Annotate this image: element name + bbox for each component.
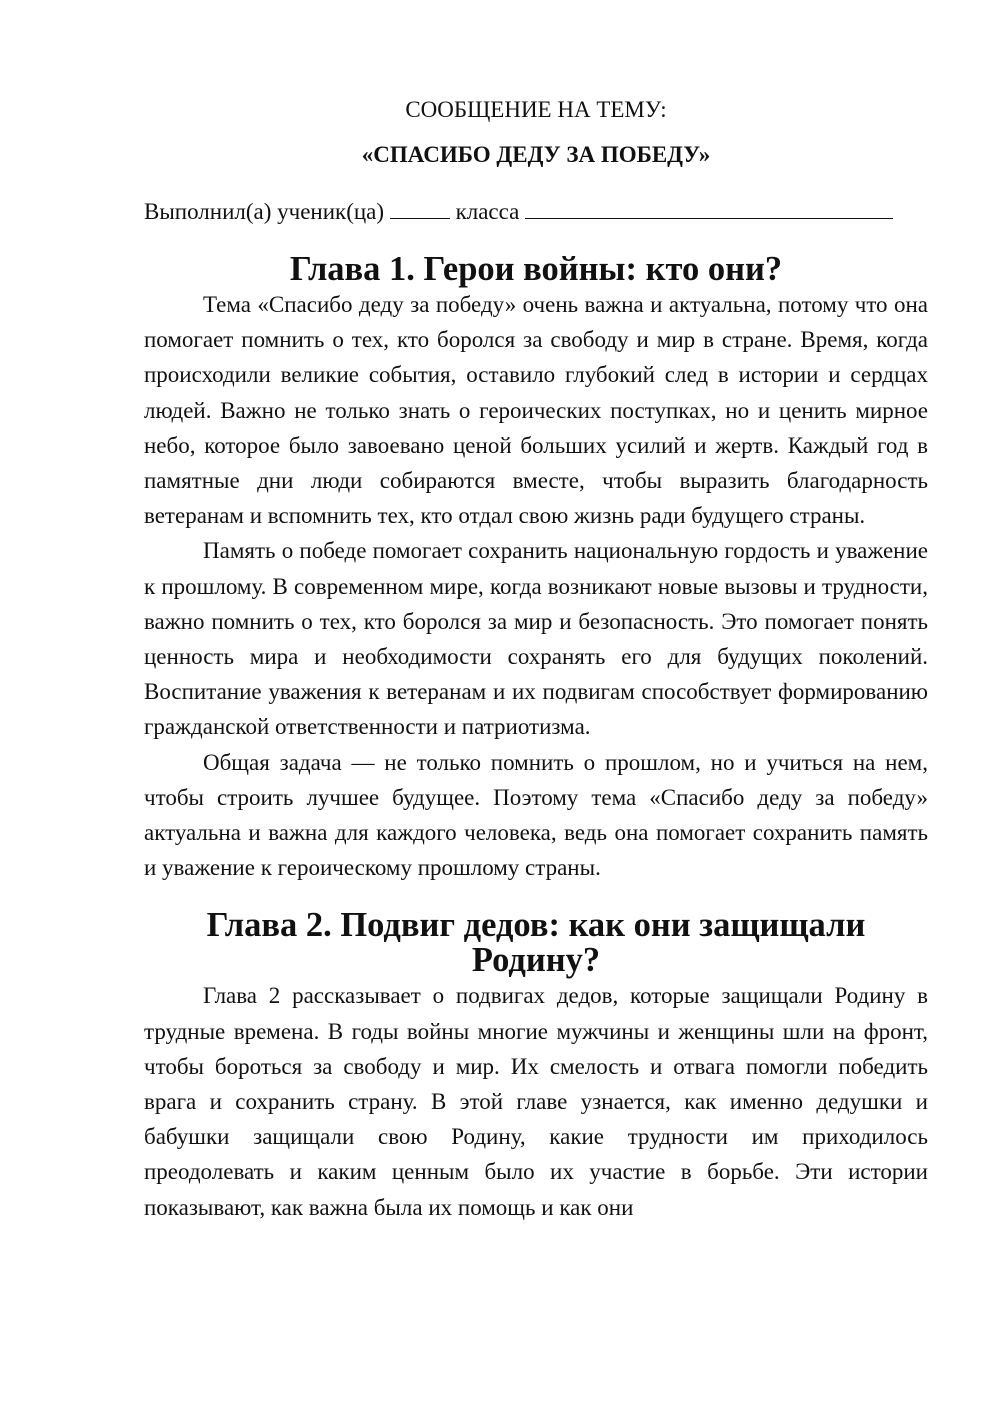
document-title-line-2: «СПАСИБО ДЕДУ ЗА ПОБЕДУ» — [361, 142, 711, 167]
class-blank-line — [525, 198, 893, 219]
grade-blank-line — [390, 198, 450, 219]
chapter-1-heading: Глава 1. Герои войны: кто они? — [289, 250, 783, 288]
byline-middle: класса — [455, 199, 520, 224]
chapter-2-paragraph-1: Глава 2 рассказывает о подвигах дедов, которые защищали Родину в трудные времена. В годы войны многие мужчины и женщины шли на фронт, чтобы бороться за свободу и мир. Их смелость и отвага помогли победить врага и сохранить страну. В этой главе узнается, как именно дедушки и бабушки защищали свою Родину, какие трудности им приходилось преодолевать и каким ценным было их участие в борьбе. Эти истории показывают, как важна была их помощь и как они — [144, 983, 928, 1220]
document-title-line-1: СООБЩЕНИЕ НА ТЕМУ: — [405, 97, 667, 122]
chapter-1-paragraph-2: Память о победе помогает сохранить национальную гордость и уважение к прошлому. В современном мире, когда возникают новые вызовы и трудности, важно помнить о тех, кто боролся за мир и безопасность. Это помогает понять ценность мира и необходимости сохранять его для будущих поколений. Воспитание уважения к ветеранам и их подвигам способствует формированию гражданской ответственности и патриотизма. — [144, 538, 928, 740]
chapter-1-paragraph-3: Общая задача — не только помнить о прошлом, но и учиться на нем, чтобы строить лучшее будущее. Поэтому тема «Спасибо деду за победу» актуальна и важна для каждого человека, ведь она помогает сохранить память и уважение к героическому прошлому страны. — [144, 749, 928, 881]
chapter-2-heading: Глава 2. Подвиг дедов: как они защищали Родину? — [206, 906, 866, 980]
byline-prefix: Выполнил(а) ученик(ца) — [144, 199, 385, 224]
chapter-1-paragraph-1: Тема «Спасибо деду за победу» очень важна и актуальна, потому что она помогает помнить о тех, кто боролся за свободу и мир в стране. Время, когда происходили великие события, оставило глубокий след в истории и сердцах людей. Важно не только знать о героических поступках, но и ценить мирное небо, которое было завоевано ценой больших усилий и жертв. Каждый год в памятные дни люди собираются вместе, чтобы выразить благодарность ветеранам и вспомнить тех, кто отдал свою жизнь ради будущего страны. — [144, 292, 928, 529]
author-byline — [144, 194, 928, 229]
